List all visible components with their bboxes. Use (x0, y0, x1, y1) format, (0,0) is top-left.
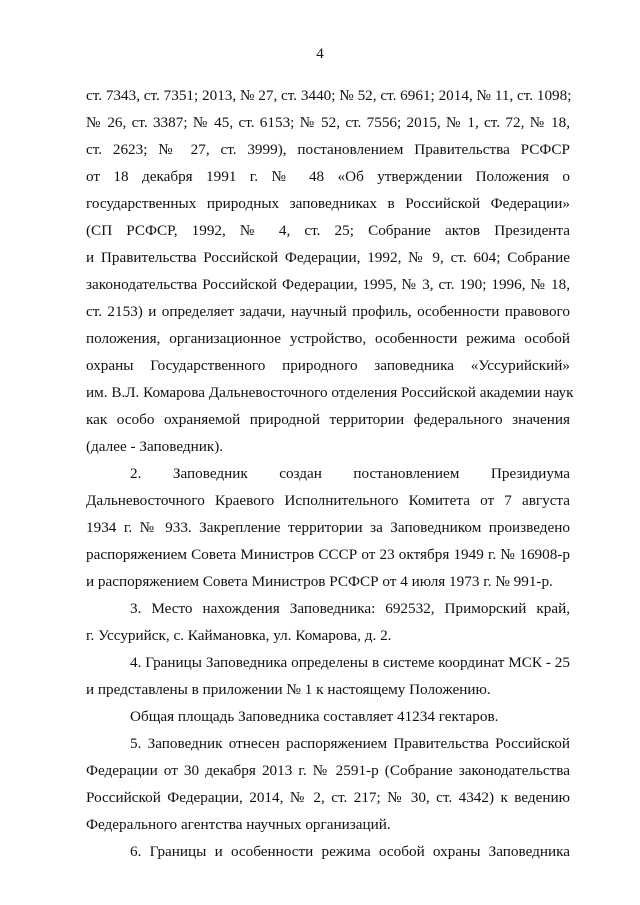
text-line: положения, организационное устройство, особенности режима особой (86, 330, 570, 347)
text-line: (СП РСФСР, 1992, № 4, ст. 25; Собрание актов Президента (86, 222, 570, 239)
text-line: государственных природных заповедниках в Российской Федерации» (86, 195, 570, 212)
text-line: 1934 г. № 933. Закрепление территории за Заповедником произведено (86, 519, 570, 536)
text-line: и Правительства Российской Федерации, 1992, № 9, ст. 604; Собрание (86, 249, 570, 266)
text-line: и распоряжением Совета Министров РСФСР от 4 июля 1973 г. № 991-р. (86, 573, 553, 590)
text-line: законодательства Российской Федерации, 1995, № 3, ст. 190; 1996, № 18, (86, 276, 570, 293)
paragraph-6-start: 6. Границы и особенности режима особой охраны Заповедника (130, 843, 570, 860)
page-number: 4 (316, 46, 324, 62)
paragraph-3-start: 3. Место нахождения Заповедника: 692532, Приморский край, (130, 600, 570, 617)
text-line: ст. 7343, ст. 7351; 2013, № 27, ст. 3440; № 52, ст. 6961; 2014, № 11, ст. 1098; (86, 87, 572, 104)
paragraph-5-start: 5. Заповедник отнесен распоряжением Правительства Российской (130, 735, 570, 752)
text-line: (далее - Заповедник). (86, 438, 224, 455)
text-line: и представлены в приложении № 1 к настоящему Положению. (86, 681, 491, 698)
text-line: № 26, ст. 3387; № 45, ст. 6153; № 52, ст. 7556; 2015, № 1, ст. 72, № 18, (86, 114, 570, 131)
paragraph-2-start: 2. Заповедник создан постановлением Президиума (130, 465, 570, 482)
text-line: г. Уссурийск, с. Каймановка, ул. Комарова, д. 2. (86, 627, 392, 644)
text-line: Российской Федерации, 2014, № 2, ст. 217; № 30, ст. 4342) к ведению (86, 789, 570, 806)
text-line: от 18 декабря 1991 г. № 48 «Об утверждении Положения о (86, 168, 570, 185)
text-line: как особо охраняемой природной территории федерального значения (86, 411, 570, 428)
text-line: Федерального агентства научных организаций. (86, 816, 391, 833)
text-line: Дальневосточного Краевого Исполнительного Комитета от 7 августа (86, 492, 570, 509)
paragraph-4-start: 4. Границы Заповедника определены в системе координат МСК - 25 (130, 654, 570, 671)
text-line: распоряжением Совета Министров СССР от 23 октября 1949 г. № 16908-р (86, 546, 570, 563)
text-line: ст. 2623; № 27, ст. 3999), постановлением Правительства РСФСР (86, 141, 570, 158)
text-line: охраны Государственного природного заповедника «Уссурийский» (86, 357, 570, 374)
text-line: ст. 2153) и определяет задачи, научный профиль, особенности правового (86, 303, 570, 320)
area-paragraph: Общая площадь Заповедника составляет 41234 гектаров. (130, 708, 499, 725)
text-line: им. В.Л. Комарова Дальневосточного отделения Российской академии наук (86, 384, 574, 401)
text-line: Федерации от 30 декабря 2013 г. № 2591-р (Собрание законодательства (86, 762, 570, 779)
